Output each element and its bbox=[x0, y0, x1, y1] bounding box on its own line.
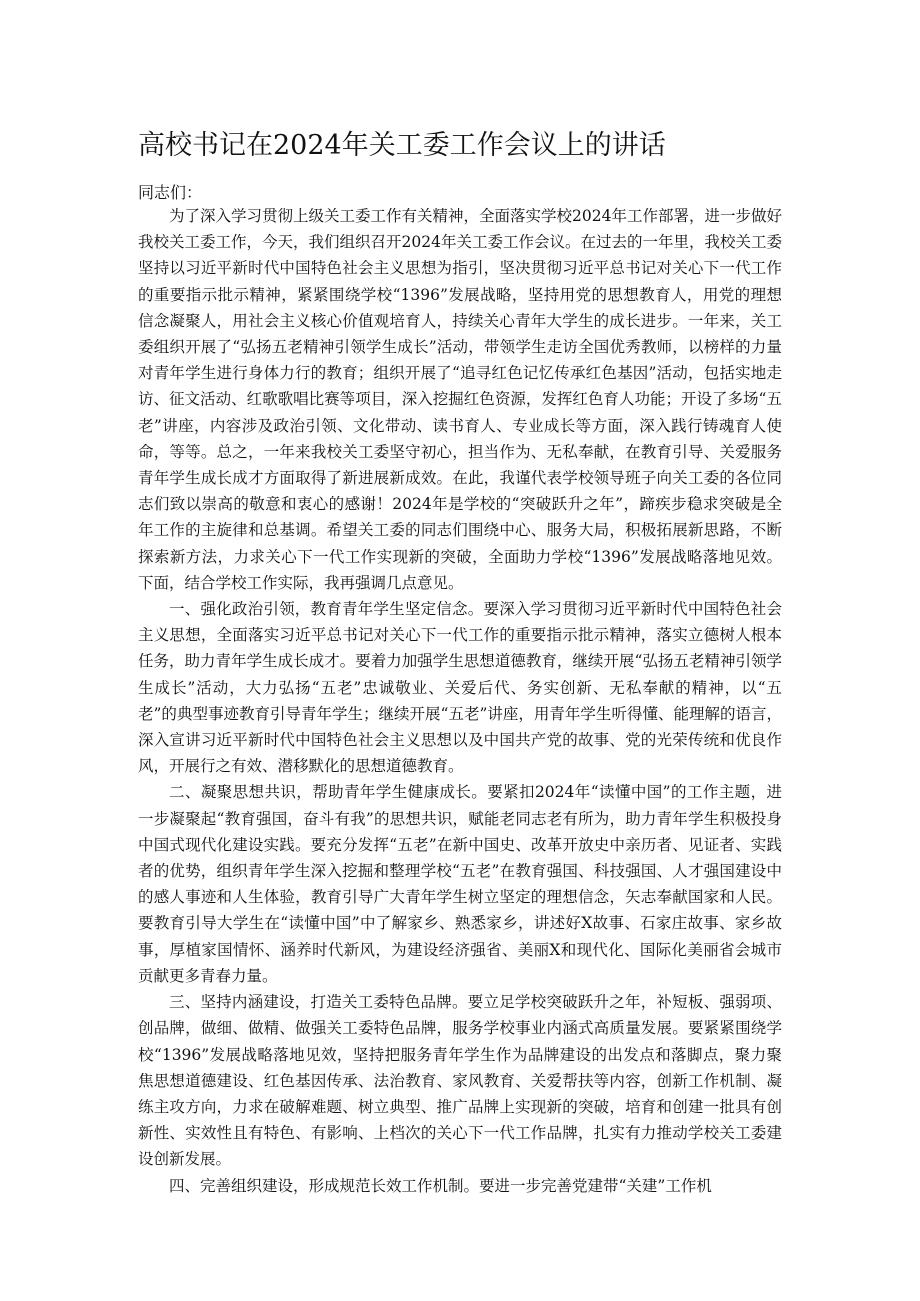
paragraph-section-4: 四、完善组织建设，形成规范长效工作机制。要进一步完善党建带“关建”工作机 bbox=[169, 1176, 712, 1195]
paragraph-intro: 为了深入学习贯彻上级关工委工作有关精神，全面落实学校2024年工作部署，进一步做好我校关工委工作，今天，我们组织召开2024年关工委工作会议。在过去的一年里，我校关工委坚持以习近平新时代中国特色社会主义思想为指引，坚决贯彻习近平总书记对关心下一代工作的重要指示批示精神，紧紧围绕学校“1396”发展战略，坚持用党的思想教育人，用党的理想信念凝聚人，用社会主义核心价值观培育人，持续关心青年大学生的成长进步。一年来，关工委组织开展了“弘扬五老精神引领学生成长”活动，带领学生走访全国优秀教师，以榜样的力量对青年学生进行身体力行的教育；组织开展了“追寻红色记忆传承红色基因”活动，包括实地走访、征文活动、红歌歌唱比赛等项目，深入挖掘红色资源，发挥红色育人功能；开设了多场“五老”讲座，内容涉及政治引领、文化带动、读书育人、专业成长等方面，深入践行铸魂育人使命，等等。总之，一年来我校关工委坚守初心，担当作为、无私奉献，在教育引导、关爱服务青年学生成长成才方面取得了新进展新成效。在此，我谨代表学校领导班子向关工委的各位同志们致以崇高的敬意和衷心的感谢！2024年是学校的“突破跃升之年”，蹄疾步稳求突破是全年工作的主旋律和总基调。希望关工委的同志们围绕中心、服务大局，积极拓展新思路，不断探索新方法，力求关心下一代工作实现新的突破，全面助力学校“1396”发展战略落地见效。下面，结合学校工作实际，我再强调几点意见。 bbox=[138, 207, 782, 592]
document-body bbox=[138, 203, 782, 1199]
paragraph-section-2: 二、凝聚思想共识，帮助青年学生健康成长。要紧扣2024年“读懂中国”的工作主题，进一步凝聚起“教育强国，奋斗有我”的思想共识，赋能老同志老有所为，助力青年学生积极投身中国式现代化建设实践。要充分发挥“五老”在新中国史、改革开放史中亲历者、见证者、实践者的优势，组织青年学生深入挖掘和整理学校“五老”在教育强国、科技强国、人才强国建设中的感人事迹和人生体验，教育引导广大青年学生树立坚定的理想信念，矢志奉献国家和人民。要教育引导大学生在“读懂中国”中了解家乡、熟悉家乡，讲述好X故事、石家庄故事、家乡故事，厚植家国情怀、涵养时代新风，为建设经济强省、美丽X和现代化、国际化美丽省会城市贡献更多青春力量。 bbox=[138, 783, 782, 985]
paragraph-section-3: 三、坚持内涵建设，打造关工委特色品牌。要立足学校突破跃升之年，补短板、强弱项、创品牌，做细、做精、做强关工委特色品牌，服务学校事业内涵式高质量发展。要紧紧围绕学校“1396”发展战略落地见效，坚持把服务青年学生作为品牌建设的出发点和落脚点，聚力聚焦思想道德建设、红色基因传承、法治教育、家风教育、关爱帮扶等内容，创新工作机制、凝练主攻方向，力求在破解难题、树立典型、推广品牌上实现新的突破，培育和创建一批具有创新性、实效性且有特色、有影响、上档次的关心下一代工作品牌，扎实有力推动学校关工委建设创新发展。 bbox=[138, 993, 782, 1169]
salutation: 同志们： bbox=[138, 183, 203, 202]
document-title: 高校书记在2024年关工委工作会议上的讲话 bbox=[138, 130, 666, 161]
paragraph-section-1: 一、强化政治引领，教育青年学生坚定信念。要深入学习贯彻习近平新时代中国特色社会主义思想，全面落实习近平总书记对关心下一代工作的重要指示批示精神，落实立德树人根本任务，助力青年学生成长成才。要着力加强学生思想道德教育，继续开展“弘扬五老精神引领学生成长”活动，大力弘扬“五老”忠诚敬业、关爱后代、务实创新、无私奉献的精神，以“五老”的典型事迹教育引导青年学生；继续开展“五老”讲座，用青年学生听得懂、能理解的语言，深入宣讲习近平新时代中国特色社会主义思想以及中国共产党的故事、党的光荣传统和优良作风，开展行之有效、潜移默化的思想道德教育。 bbox=[138, 600, 782, 776]
